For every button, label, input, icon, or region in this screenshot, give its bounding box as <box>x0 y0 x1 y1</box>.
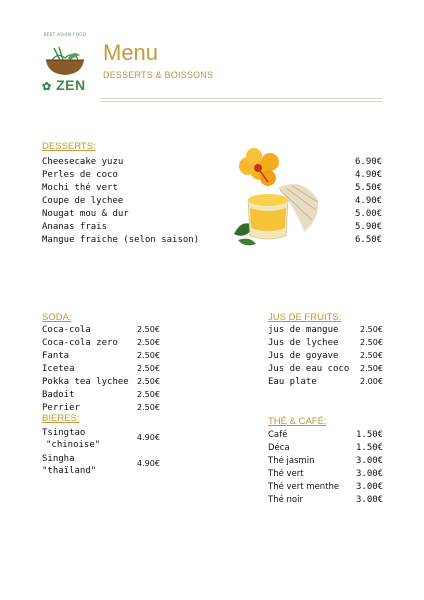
biere-item-origin: "thaïland" <box>42 466 97 476</box>
soda-item-price: 2.50€ <box>137 390 160 399</box>
jus-item-price: 2.50€ <box>360 325 383 334</box>
the-cafe-item-price: 3.00€ <box>356 456 384 466</box>
dessert-item-name: Coupe de lychee <box>42 196 124 206</box>
jus-item-name: Jus de eau coco <box>268 364 350 374</box>
jus-item-price: 2.50€ <box>360 364 383 373</box>
the-cafe-item-price: 1.50€ <box>356 443 384 453</box>
bieres-heading: BIERES: <box>42 413 80 424</box>
dessert-item-price: 4.90€ <box>355 196 383 206</box>
page-subtitle: DESSERTS & BOISSONS <box>103 70 214 80</box>
jus-item-name: Eau plate <box>268 377 317 387</box>
soda-item-price: 2.50€ <box>137 377 160 386</box>
logo-tagline: BEST ASIAN FOOD <box>43 32 87 37</box>
dessert-item-price: 5.90€ <box>355 222 383 232</box>
soda-item-name: Coca-cola <box>42 325 91 335</box>
soda-item-name: Badoit <box>42 390 75 400</box>
dessert-item-price: 4.90€ <box>355 170 383 180</box>
soda-item-name: Coca-cola zero <box>42 338 118 348</box>
restaurant-logo <box>36 32 94 94</box>
biere-item-price: 4.90€ <box>137 459 160 468</box>
dessert-item-name: Nougat mou & dur <box>42 209 129 219</box>
biere-item-price: 4.90€ <box>137 433 160 442</box>
soda-item-price: 2.50€ <box>137 351 160 360</box>
the-cafe-item-name: Thé noir <box>268 495 303 505</box>
the-cafe-item-name: Thé vert menthe <box>268 482 340 492</box>
biere-item-origin: "chinoise" <box>46 440 101 450</box>
soda-item-price: 2.50€ <box>137 403 160 412</box>
biere-item-name: Singha <box>42 454 75 464</box>
soda-item-price: 2.50€ <box>137 364 160 373</box>
lotus-icon: ✿ <box>42 81 52 93</box>
dessert-item-name: Mochi thé vert <box>42 183 118 193</box>
the-cafe-item-name: Thé vert <box>268 469 304 479</box>
header-divider-bottom <box>100 101 382 102</box>
header-divider-top <box>100 98 382 99</box>
dessert-item-price: 5.50€ <box>355 183 383 193</box>
soda-item-name: Pokka tea lychee <box>42 377 129 387</box>
jus-item-name: Jus de lychee <box>268 338 339 348</box>
the-cafe-item-price: 3.00€ <box>356 469 384 479</box>
soda-item-name: Fanta <box>42 351 70 361</box>
noodle-bowl-icon <box>40 46 90 76</box>
the-cafe-item-name: Déca <box>268 443 290 453</box>
the-cafe-heading: THÉ & CAFÉ: <box>268 416 327 427</box>
jus-item-name: Jus de goyave <box>268 351 339 361</box>
the-cafe-item-name: Café <box>268 430 288 440</box>
dessert-item-price: 5.00€ <box>355 209 383 219</box>
dessert-item-name: Cheesecake yuzu <box>42 157 124 167</box>
the-cafe-item-price: 1.50€ <box>356 430 384 440</box>
jus-item-price: 2.50€ <box>360 338 383 347</box>
dessert-item-price: 6.90€ <box>355 157 383 167</box>
soda-item-price: 2.50€ <box>137 338 160 347</box>
biere-item-name: Tsingtao <box>42 428 86 438</box>
dessert-item-name: Mangue fraiche (selon saison) <box>42 235 200 245</box>
page-title: Menu <box>103 40 159 65</box>
dessert-item-name: Perles de coco <box>42 170 118 180</box>
jus-item-price: 2.00€ <box>360 377 383 386</box>
jus-heading: JUS DE FRUITS: <box>268 312 342 323</box>
soda-item-name: Icetea <box>42 364 75 374</box>
the-cafe-item-name: Thé jasmin <box>268 456 315 466</box>
soda-heading: SODA: <box>42 312 72 323</box>
mango-dessert-image <box>232 148 322 250</box>
the-cafe-item-price: 3.00€ <box>356 482 384 492</box>
the-cafe-item-price: 3.00€ <box>356 495 384 505</box>
soda-item-name: Perrier <box>42 403 80 413</box>
dessert-item-name: Ananas frais <box>42 222 108 232</box>
jus-item-name: jus de mangue <box>268 325 339 335</box>
soda-item-price: 2.50€ <box>137 325 160 334</box>
jus-item-price: 2.50€ <box>360 351 383 360</box>
desserts-heading: DESSERTS: <box>42 141 96 152</box>
logo-wordmark: ✿ ZEN <box>42 77 86 93</box>
dessert-item-price: 6.50€ <box>355 235 383 245</box>
